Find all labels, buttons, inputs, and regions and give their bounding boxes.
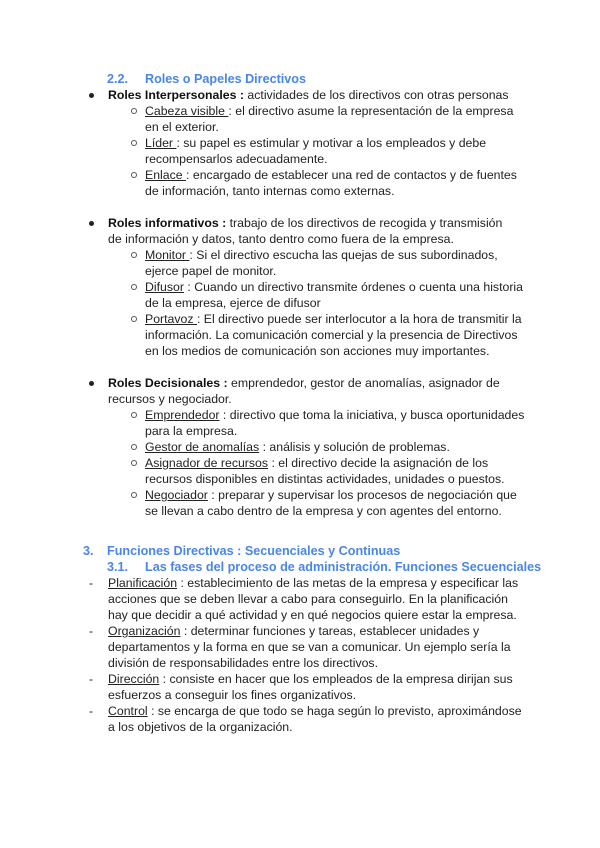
function-term: Planificación <box>108 576 178 590</box>
role-item <box>0 167 527 199</box>
dash-bullet-icon: - <box>89 576 94 590</box>
role-description: : Cuando un directivo transmite órdenes o cuenta una historia de la empresa, ejerce de difusor <box>145 280 524 310</box>
heading-title: Las fases del proceso de administración. Funciones Secuenciales <box>145 560 542 574</box>
role-term: Líder <box>145 136 177 150</box>
function-description: : se encarga de que todo se haga según lo previsto, aproximándose a los objetivos de la organización. <box>108 704 522 734</box>
heading-title: Roles o Papeles Directivos <box>145 72 306 86</box>
role-description: : preparar y supervisar los procesos de negociación que se llevan a cabo dentro de la empresa y con agentes del entorno. <box>145 488 517 518</box>
function-description: : consiste en hacer que los empleados de la empresa dirijan sus esfuerzos a conseguir los fines organizativos. <box>108 672 513 702</box>
bullet-icon <box>89 221 94 226</box>
role-description: : Si el directivo escucha las quejas de sus subordinados, ejerce papel de monitor. <box>145 248 498 278</box>
circle-bullet-icon <box>131 492 137 498</box>
heading-3-1 <box>0 559 600 575</box>
circle-bullet-icon <box>131 140 137 146</box>
role-description: : el directivo decide la asignación de los recursos disponibles en distintas actividades, unidades o puestos. <box>145 456 505 486</box>
role-term: Difusor <box>145 280 184 294</box>
role-description: : El directivo puede ser interlocutor a la hora de transmitir la información. La comunicación comercial y la presencia de Directivos en los medios de comunicación son acciones muy importantes. <box>145 312 522 358</box>
role-item <box>0 279 527 311</box>
role-group-text: actividades de los directivos con otras personas <box>244 88 509 102</box>
role-group <box>0 215 518 247</box>
functions-list <box>0 575 600 735</box>
circle-bullet-icon <box>131 284 137 290</box>
role-item <box>0 487 527 519</box>
role-term: Negociador <box>145 488 208 502</box>
heading-number: 3.1. <box>107 560 129 574</box>
bullet-icon <box>89 93 94 98</box>
spacer <box>0 199 600 215</box>
role-term: Enlace <box>145 168 187 182</box>
role-term: Cabeza visible <box>145 104 229 118</box>
heading-number: 3. <box>83 544 94 558</box>
role-term: Asignador de recursos <box>145 456 269 470</box>
function-description: : determinar funciones y tareas, establecer unidades y departamentos y la forma en que se van a comunicar. Un ejemplo sería la división de responsabilidades entre los directivos. <box>108 624 511 670</box>
function-description: : establecimiento de las metas de la empresa y especificar las acciones que se deben llevar a cabo para conseguirlo. En la planificación hay que decidir a qué actividad y en qué negocios quiere estar la empresa. <box>108 576 519 622</box>
role-description: : encargado de establecer una red de contactos y de fuentes de información, tanto internas como externas. <box>145 168 517 198</box>
function-item <box>0 575 526 623</box>
circle-bullet-icon <box>131 172 137 178</box>
role-description: : análisis y solución de problemas. <box>259 440 450 454</box>
role-item <box>0 103 527 135</box>
role-term: Portavoz <box>145 312 197 326</box>
function-item <box>0 671 526 703</box>
role-item <box>0 311 527 359</box>
dash-bullet-icon: - <box>89 624 94 638</box>
heading-3 <box>0 543 600 559</box>
dash-bullet-icon: - <box>89 704 94 718</box>
role-term: Gestor de anomalías <box>145 440 260 454</box>
role-group-label: Roles informativos : <box>108 216 227 230</box>
role-term: Emprendedor <box>145 408 220 422</box>
role-description: : su papel es estimular y motivar a los empleados y debe recompensarlos adecuadamente. <box>145 136 487 166</box>
circle-bullet-icon <box>131 444 137 450</box>
role-term: Monitor <box>145 248 190 262</box>
role-description: : directivo que toma la iniciativa, y busca oportunidades para la empresa. <box>145 408 525 438</box>
heading-title: Funciones Directivas : Secuenciales y Continuas <box>107 544 401 558</box>
role-group-label: Roles Decisionales : <box>108 376 228 390</box>
heading-number: 2.2. <box>107 72 129 86</box>
function-term: Dirección <box>108 672 160 686</box>
circle-bullet-icon <box>131 252 137 258</box>
role-group-label: Roles Interpersonales : <box>108 88 244 102</box>
role-item <box>0 439 527 455</box>
heading-2-2 <box>0 71 600 87</box>
document-page <box>0 71 600 735</box>
function-item <box>0 623 526 671</box>
role-description: : el directivo asume la representación de la empresa en el exterior. <box>145 104 514 134</box>
circle-bullet-icon <box>131 460 137 466</box>
bullet-icon <box>89 381 94 386</box>
function-term: Organización <box>108 624 181 638</box>
circle-bullet-icon <box>131 316 137 322</box>
role-group <box>0 87 518 103</box>
role-item <box>0 135 527 167</box>
role-item <box>0 247 527 279</box>
role-group <box>0 375 518 407</box>
role-item <box>0 455 527 487</box>
function-term: Control <box>108 704 148 718</box>
role-item <box>0 407 527 439</box>
roles-list <box>0 87 600 519</box>
circle-bullet-icon <box>131 108 137 114</box>
spacer <box>0 359 600 375</box>
role-group-text: trabajo de los directivos de recogida y transmisión de información y datos, tanto dentro como fuera de la empresa. <box>108 216 503 246</box>
dash-bullet-icon: - <box>89 672 94 686</box>
function-item <box>0 703 526 735</box>
circle-bullet-icon <box>131 412 137 418</box>
role-group-text: emprendedor, gestor de anomalías, asignador de recursos y negociador. <box>108 376 500 406</box>
